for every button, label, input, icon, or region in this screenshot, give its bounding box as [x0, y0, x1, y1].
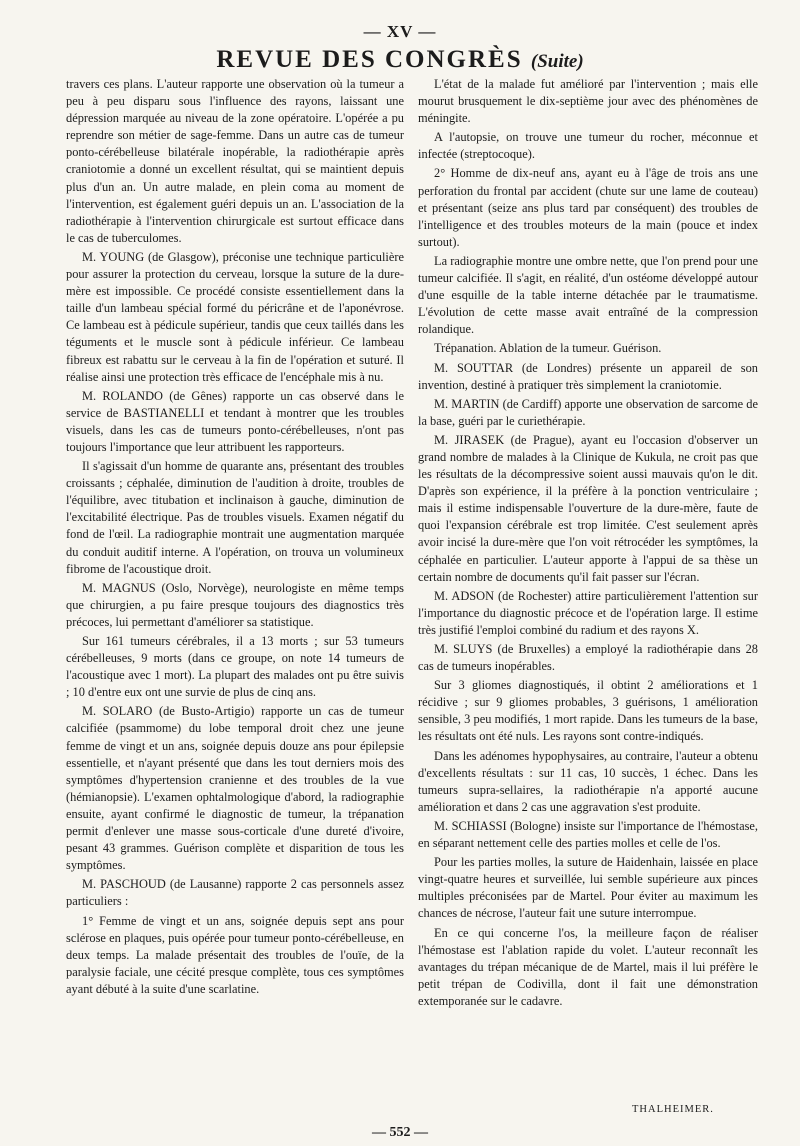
author-signature: THALHEIMER. [632, 1104, 714, 1115]
paragraph: En ce qui concerne l'os, la meilleure façon de réaliser l'hémostase est l'ablation rapide du volet. L'auteur reconnaît les avantages du trépan mécanique de de Martel, mais il lui préfère le petit trépan de Codivilla, dont il fait une démonstration extemporanée sur le cadavre. [418, 925, 758, 1008]
page-title [0, 46, 800, 74]
paragraph: M. SOLARO (de Busto-Artigio) rapporte un cas de tumeur calcifiée (psammome) du lobe temporal droit chez une jeune femme de vingt et un ans, soignée depuis douze ans pour épilepsie essentielle, et n'ayant présenté que dans les tout derniers mois des symptômes d'hypertension cranienne et des troubles de la vue (hémianopsie). L'examen ophtalmologique d'abord, la radiographie ensuite, ayant confirmé le diagnostic de tumeur, la trépanation permit d'enlever une masse sous-corticale d'une dureté d'ivoire, pesant 43 grammes. Guérison complète et disparition de tous les symptômes. [66, 704, 404, 873]
paragraph: A l'autopsie, on trouve une tumeur du rocher, méconnue et infectée (streptocoque). [418, 130, 758, 162]
page-number: — 552 — [372, 1125, 428, 1140]
paragraph: M. ADSON (de Rochester) attire particulièrement l'attention sur l'importance du diagnostic précoce et de l'opération large. Il estime très justifié l'emploi combiné du radium et des rayons X. [418, 588, 758, 637]
paragraph: Trépanation. Ablation de la tumeur. Guérison. [434, 341, 662, 356]
paragraph: travers ces plans. L'auteur rapporte une observation où la tumeur a peu à peu disparu sous l'influence des rayons, laissant une dépression marquée au niveau de la zone opératoire. L'opérée a pu reprendre son métier de sage-femme. Dans un autre cas de tumeur ponto-cérébelleuse bilatérale inopérable, la radiothérapie après craniotomie a donné un excellent résultat, qui se maintient depuis plus d'un an. Un autre malade, en plein coma au moment de l'intervention, est également guéri depuis un an. L'association de la radiothérapie à l'intervention chirurgicale est surtout efficace dans le cas de tuberculomes. [66, 77, 404, 245]
paragraph: Dans les adénomes hypophysaires, au contraire, l'auteur a obtenu d'excellents résultats : sur 11 cas, 10 succès, 1 échec. Dans les tumeurs supra-sellaires, la radiothérapie n'a apporté aucune amélioration et dans 2 cas une aggravation s'est produite. [418, 748, 758, 814]
paragraph: M. MARTIN (de Cardiff) apporte une observation de sarcome de la base, guéri par le curiethérapie. [418, 396, 758, 428]
paragraph: M. ROLANDO (de Gênes) rapporte un cas observé dans le service de BASTIANELLI et tendant à montrer que les troubles visuels, dans les cas de tumeurs ponto-cérébelleuses, n'ont pas toujours l'importance que leur attribuent les rapporteurs. [66, 388, 404, 454]
right-column [418, 76, 758, 1012]
paragraph: M. SLUYS (de Bruxelles) a employé la radiothérapie dans 28 cas de tumeurs inopérables. [418, 642, 758, 674]
paragraph: Sur 3 gliomes diagnostiqués, il obtint 2 améliorations et 1 récidive ; sur 9 gliomes probables, 3 guérisons, 1 amélioration sensible, 3 peu modifiés, 1 mort rapide. Dans les tumeurs de la base, les résultats ont été nuls. Les rayons sont contre-indiqués. [418, 678, 758, 744]
paragraph: La radiographie montre une ombre nette, que l'on prend pour une tumeur calcifiée. Il s'agit, en réalité, d'un ostéome développé autour d'une esquille de la table interne détachée par le traumatisme. L'évolution de cette masse avait entraîné de la compression rolandique. [418, 253, 758, 337]
paragraph: M. YOUNG (de Glasgow), préconise une technique particulière pour assurer la protection du cerveau, lorsque la suture de la dure-mère est impossible. Ce procédé consiste essentiellement dans la taille d'un lambeau spécial formé du péricrâne et de l'aponévrose. Ce lambeau est à pédicule supérieur, tandis que ceux taillés dans les téguments et le muscle sont à pédicule inférieur. Ce lambeau fibreux est rabattu sur le cerveau à la fin de l'opération et suturé. Il réalise ainsi une protection très efficace de l'encéphale mis à nu. [66, 249, 404, 384]
paragraph: 2° Homme de dix-neuf ans, ayant eu à l'âge de trois ans une perforation du frontal par accident (chute sur une lame de couteau) et présentant (seize ans plus tard par conséquent) des troubles de l'intelligence et des troubles moteurs de la main (pouce et index surtout). [418, 166, 758, 249]
left-column [66, 76, 404, 1000]
paragraph: M. SCHIASSI (Bologne) insiste sur l'importance de l'hémostase, en séparant nettement celle des parties molles et celle de l'os. [418, 818, 758, 851]
paragraph: M. MAGNUS (Oslo, Norvège), neurologiste en même temps que chirurgien, a pu faire presque toujours des diagnostics très précoces, lui permettant d'améliorer sa statistique. [66, 580, 404, 629]
paragraph: 1° Femme de vingt et un ans, soignée depuis sept ans pour sclérose en plaques, puis opérée pour tumeur ponto-cérébelleuse, en deux temps. La malade présentait des troubles de l'ouïe, de la paralysie faciale, une cécité presque complète, tous ces symptômes ayant débuté à la suite d'une scarlatine. [66, 913, 404, 996]
paragraph: Il s'agissait d'un homme de quarante ans, présentant des troubles croissants ; céphalée, diminution de l'audition à droite, troubles de l'équilibre, avec titubation et inclinaison à gauche, diminution de l'excitabilité électrique. Pas de troubles visuels. Examen négatif du fond de l'œil. La radiographie montrait une augmentation marquée du conduit auditif interne. A l'opération, on trouva un volumineux fibrome de l'acoustique droit. [66, 459, 404, 576]
paragraph: Sur 161 tumeurs cérébrales, il a 13 morts ; sur 53 tumeurs cérébelleuses, 9 morts (dans ce groupe, on note 14 tumeurs de l'acoustique avec 1 mort). La plupart des malades ont pu être suivis ; 10 d'entre eux ont une survie de plus de cinq ans. [66, 634, 404, 700]
paragraph: M. JIRASEK (de Prague), ayant eu l'occasion d'observer un grand nombre de malades à la Clinique de Kukula, ne croit pas que les résultats de la décompressive soient aussi mauvais qu'on le dit. D'après son expérience, il la préfère à la ponction ventriculaire ; mais il estime indispensable l'ouverture de la dure-mère, faute de quoi l'expansion cérébrale est trop limitée. C'est seulement après avoir incisé la dure-mère que l'on voit rétrocéder les symptômes, la céphalée en particulier. L'auteur apporte à l'appui de sa thèse un certain nombre de documents qu'il fait passer sur l'écran. [418, 432, 758, 584]
title-text: REVUE DES CONGRÈS [216, 46, 523, 73]
paragraph: L'état de la malade fut amélioré par l'intervention ; mais elle mourut brusquement le dix-septième jour avec des phénomènes de méningite. [418, 77, 758, 126]
section-number: — XV — [363, 22, 437, 41]
paragraph: Pour les parties molles, la suture de Haidenhain, laissée en place vingt-quatre heures et surveillée, lui semble supérieure aux pinces multiples préconisées par de Martel. Pour éviter au maximum les chances de nécrose, l'auteur fait une suture interrompue. [418, 855, 758, 921]
paragraph: M. SOUTTAR (de Londres) présente un appareil de son invention, destiné à pratiquer très simplement la craniotomie. [418, 360, 758, 392]
title-suffix: (Suite) [530, 51, 584, 72]
paragraph: M. PASCHOUD (de Lausanne) rapporte 2 cas personnels assez particuliers : [66, 877, 404, 909]
